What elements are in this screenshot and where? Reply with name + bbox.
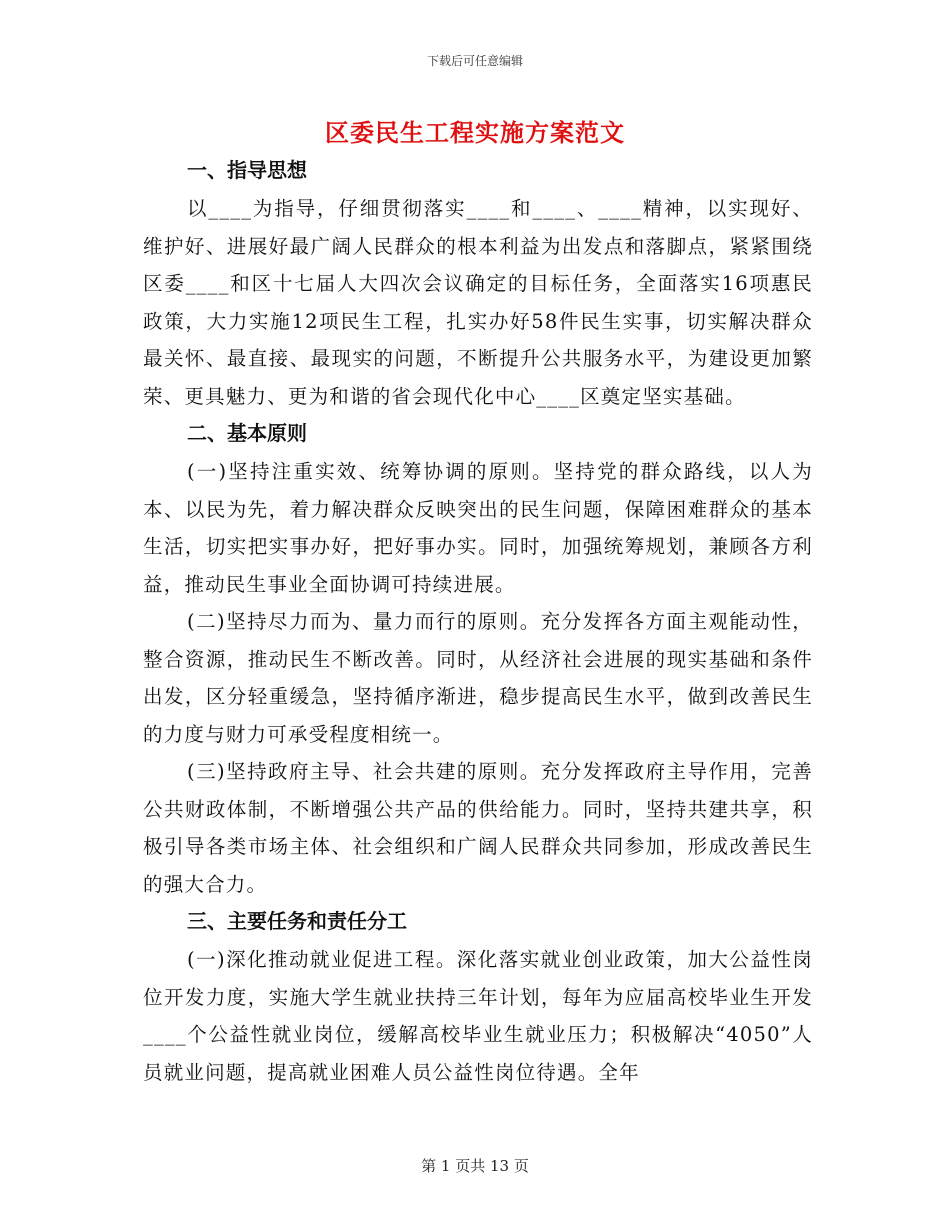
paragraph: (一)坚持注重实效、统筹协调的原则。坚持党的群众路线，以人为本、以民为先，着力解决群众反映突出的民生问题，保障困难群众的基本生活，切实把实事办好，把好事办实。同时，加强统筹规划，兼顾各方利益，推动民生事业全面协调可持续进展。 (143, 460, 813, 596)
page-indicator: 第 1 页共 13 页 (421, 1157, 529, 1175)
paragraph: 以____为指导，仔细贯彻落实____和____、____精神，以实现好、维护好、进展好最广阔人民群众的根本利益为出发点和落脚点，紧紧围绕区委____和区十七届人大四次会议确定的目标任务，全面落实16项惠民政策，大力实施12项民生工程，扎实办好58件民生实事，切实解决群众最关怀、最直接、最现实的问题，不断提升公共服务水平，为建设更加繁荣、更具魅力、更为和谐的省会现代化中心____区奠定坚实基础。 (143, 197, 813, 408)
section-heading: 二、基本原则 (187, 421, 307, 445)
paragraph: (三)坚持政府主导、社会共建的原则。充分发挥政府主导作用，完善公共财政体制，不断增强公共产品的供给能力。同时，坚持共建共享，积极引导各类市场主体、社会组织和广阔人民群众共同参加，形成改善民生的强大合力。 (143, 760, 813, 896)
document-body (143, 152, 813, 1091)
paragraph: (二)坚持尽力而为、量力而行的原则。充分发挥各方面主观能动性，整合资源，推动民生不断改善。同时，从经济社会进展的现实基础和条件出发，区分轻重缓急，坚持循序渐进，稳步提高民生水平，做到改善民生的力度与财力可承受程度相统一。 (143, 610, 813, 746)
header-note: 下载后可任意编辑 (426, 54, 523, 68)
document-title: 区委民生工程实施方案范文 (325, 118, 625, 147)
section-heading: 三、主要任务和责任分工 (187, 909, 407, 933)
paragraph: (一)深化推动就业促进工程。深化落实就业创业政策，加大公益性岗位开发力度，实施大学生就业扶持三年计划，每年为应届高校毕业生开发____个公益性就业岗位，缓解高校毕业生就业压力；积极解决“4050”人员就业问题，提高就业困难人员公益性岗位待遇。全年 (143, 948, 813, 1084)
section-heading: 一、指导思想 (187, 158, 307, 182)
